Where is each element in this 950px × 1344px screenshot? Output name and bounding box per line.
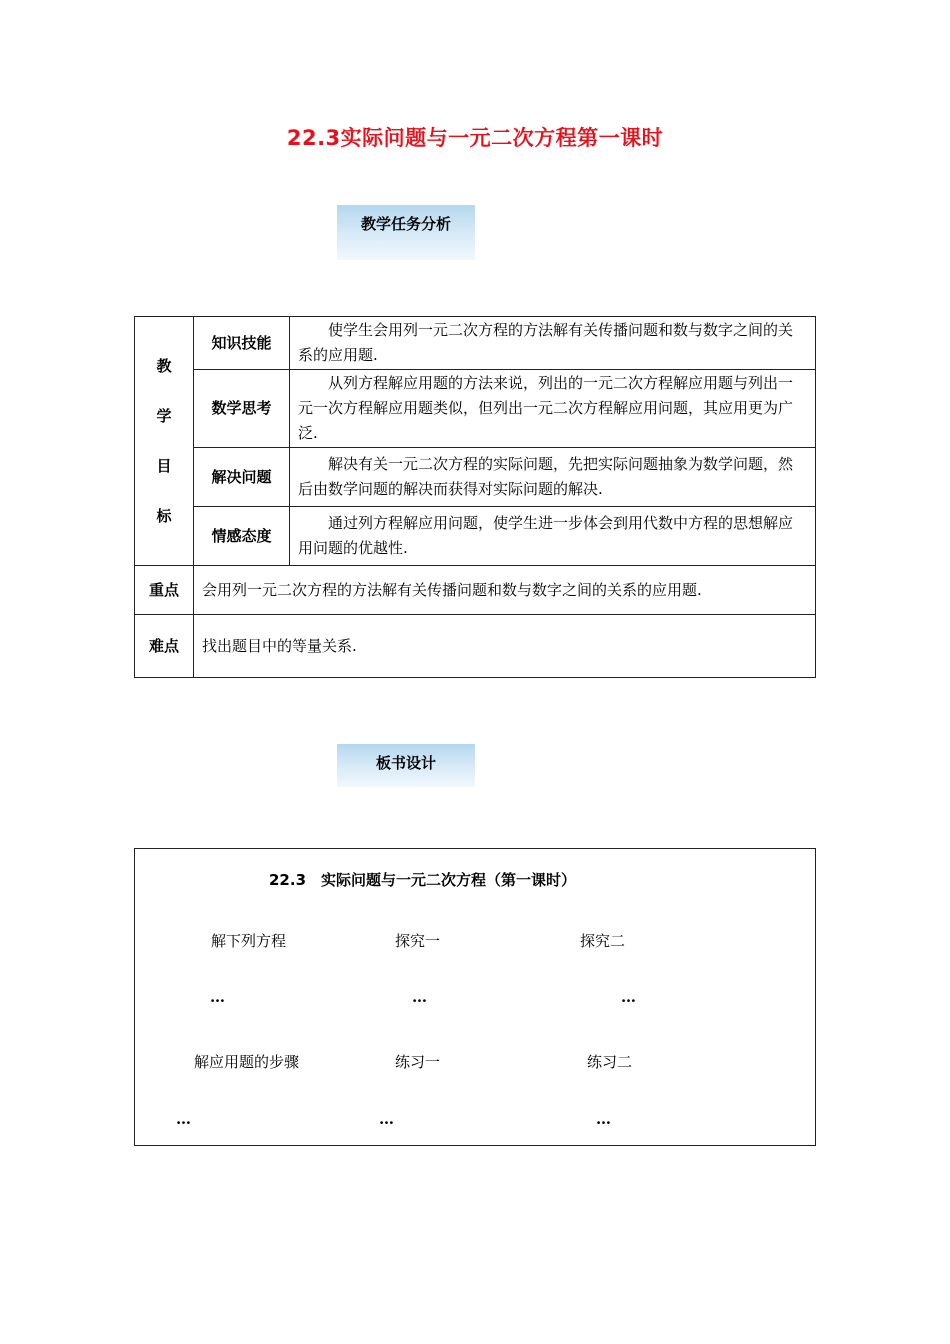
page-title: 22.3实际问题与一元二次方程第一课时 — [286, 126, 664, 150]
goal-char: 目 — [156, 457, 172, 475]
board-item: 探究二 — [580, 932, 626, 950]
table-row — [135, 317, 816, 370]
key-point-text: 会用列一元二次方程的方法解有关传播问题和数与数字之间的关系的应用题. — [194, 566, 816, 615]
row-label-knowledge: 知识技能 — [194, 317, 290, 370]
teaching-goal-label — [135, 317, 194, 566]
teaching-analysis-table — [134, 316, 816, 678]
difficulty-label: 难点 — [135, 615, 194, 678]
table-row — [135, 507, 816, 566]
board-item: 练习二 — [587, 1053, 633, 1071]
row-label-problem-solving: 解决问题 — [194, 448, 290, 507]
section-heading-board: 板书设计 — [337, 744, 475, 787]
key-point-label: 重点 — [135, 566, 194, 615]
goal-char: 标 — [156, 507, 172, 525]
row-text-thinking: 从列方程解应用题的方法来说，列出的一元二次方程解应用题与列出一元一次方程解应用题类似，但列出一元二次方程解应用问题，其应用更为广泛. — [290, 370, 816, 448]
table-row — [135, 370, 816, 448]
board-item: 解应用题的步骤 — [194, 1053, 300, 1071]
difficulty-text: 找出题目中的等量关系. — [194, 615, 816, 678]
board-ellipsis: … — [379, 1110, 394, 1128]
board-item: 解下列方程 — [211, 932, 287, 950]
board-design-box — [134, 848, 816, 1146]
table-row — [135, 566, 816, 615]
goal-char: 教 — [156, 357, 172, 375]
table-row — [135, 448, 816, 507]
board-heading: 22.3 实际问题与一元二次方程（第一课时） — [269, 871, 577, 889]
board-item: 练习一 — [395, 1053, 441, 1071]
board-ellipsis: … — [176, 1110, 191, 1128]
board-ellipsis: … — [596, 1110, 611, 1128]
board-item: 探究一 — [395, 932, 441, 950]
section-heading-analysis: 教学任务分析 — [337, 205, 475, 260]
row-text-problem-solving: 解决有关一元二次方程的实际问题，先把实际问题抽象为数学问题，然后由数学问题的解决而获得对实际问题的解决. — [290, 448, 816, 507]
board-ellipsis: … — [621, 988, 636, 1006]
board-ellipsis: … — [210, 988, 225, 1006]
row-text-attitude: 通过列方程解应用问题，使学生进一步体会到用代数中方程的思想解应用问题的优越性. — [290, 507, 816, 566]
row-text-knowledge: 使学生会用列一元二次方程的方法解有关传播问题和数与数字之间的关系的应用题. — [290, 317, 816, 370]
goal-char: 学 — [156, 407, 172, 425]
board-ellipsis: … — [412, 988, 427, 1006]
row-label-thinking: 数学思考 — [194, 370, 290, 448]
table-row — [135, 615, 816, 678]
row-label-attitude: 情感态度 — [194, 507, 290, 566]
